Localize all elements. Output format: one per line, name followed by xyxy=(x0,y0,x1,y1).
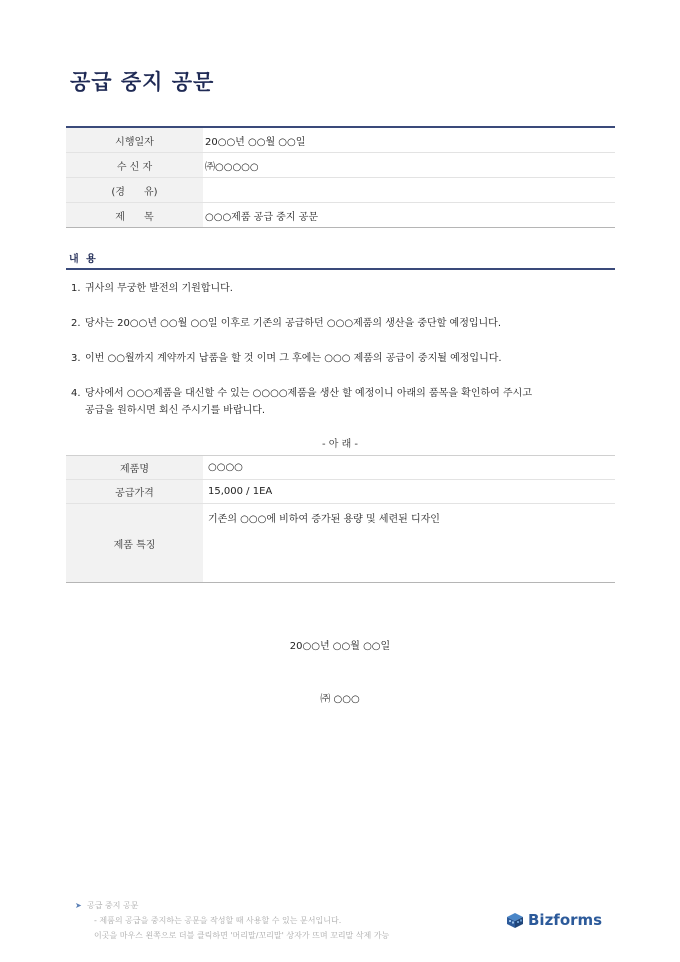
footer-title: 공급 중지 공문 xyxy=(87,901,139,910)
product-row-features xyxy=(66,504,615,583)
document-title: 공급 중지 공문 xyxy=(70,70,215,94)
info-table xyxy=(66,126,615,228)
product-label: 제품명 xyxy=(66,456,203,480)
info-row-via xyxy=(66,178,615,203)
info-value xyxy=(203,178,615,203)
paragraph-number: 1. xyxy=(71,283,81,294)
product-value: 15,000 / 1EA xyxy=(203,480,615,504)
paragraph-number: 4. xyxy=(71,388,81,399)
product-row-price xyxy=(66,480,615,504)
info-label: 시행일자 xyxy=(66,127,203,153)
signature: ㈜ ○○○ xyxy=(320,694,360,705)
issue-date: 20○○년 ○○월 ○○일 xyxy=(289,641,391,652)
footer-line-2: 이곳을 마우스 왼쪽으로 더블 클릭하면 '머리말/꼬리말' 상자가 뜨며 꼬리말 삭제 가능 xyxy=(94,931,390,940)
arrow-icon: ➤ xyxy=(75,901,82,910)
product-label: 공급가격 xyxy=(66,480,203,504)
building-icon xyxy=(506,911,524,929)
product-value: ○○○○ xyxy=(203,456,615,480)
paragraph-text: 이번 ○○월까지 계약까지 납품을 할 것 이며 그 후에는 ○○○ 제품의 공급이 중지될 예정입니다. xyxy=(85,353,502,364)
paragraph-2 xyxy=(71,315,501,332)
info-row-date xyxy=(66,127,615,153)
info-row-subject xyxy=(66,203,615,228)
paragraph-continuation: 공급을 원하시면 회신 주시기를 바랍니다. xyxy=(85,405,266,416)
info-label: (경 유) xyxy=(66,178,203,203)
info-label: 수 신 자 xyxy=(66,153,203,178)
info-label: 제 목 xyxy=(66,203,203,228)
section-title: 내 용 xyxy=(69,254,98,265)
info-value: 20○○년 ○○월 ○○일 xyxy=(203,127,615,153)
footer-line-1: - 제품의 공급을 중지하는 공문을 작성할 때 사용할 수 있는 문서입니다. xyxy=(94,916,342,925)
product-table xyxy=(66,455,615,583)
paragraph-text: 귀사의 무궁한 발전의 기원합니다. xyxy=(85,283,233,294)
content-section-header xyxy=(66,248,615,270)
product-value: 기존의 ○○○에 비하여 증가된 용량 및 세련된 디자인 xyxy=(208,514,440,525)
paragraph-text: 당사는 20○○년 ○○월 ○○일 이후로 기존의 공급하던 ○○○제품의 생산을 중단할 예정입니다. xyxy=(85,318,502,329)
paragraph-text: 당사에서 ○○○제품을 대신할 수 있는 ○○○○제품을 생산 할 예정이니 아래의 품목을 확인하여 주시고 xyxy=(85,388,532,399)
footer-note xyxy=(75,898,389,943)
bizforms-logo xyxy=(506,910,602,930)
paragraph-3 xyxy=(71,350,502,367)
paragraph-number: 3. xyxy=(71,353,81,364)
paragraph-4 xyxy=(71,385,532,419)
logo-text: Bizforms xyxy=(528,911,603,929)
product-label: 제품 특징 xyxy=(66,504,203,583)
product-row-name xyxy=(66,456,615,480)
paragraph-1 xyxy=(71,280,233,297)
info-row-recipient xyxy=(66,153,615,178)
info-value: ○○○제품 공급 중지 공문 xyxy=(205,211,318,223)
info-value: ㈜○○○○○ xyxy=(203,153,615,178)
below-heading: - 아 래 - xyxy=(321,439,359,450)
paragraph-number: 2. xyxy=(71,318,81,329)
